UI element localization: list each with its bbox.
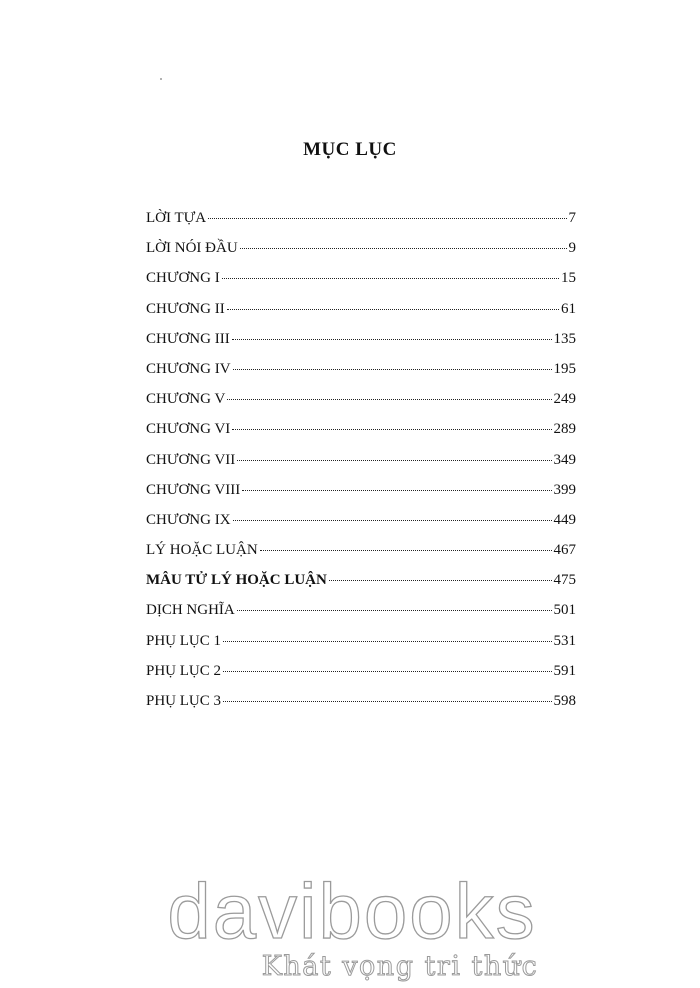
toc-label: PHỤ LỤC 3 <box>146 693 222 709</box>
toc-label: DỊCH NGHĨA <box>146 602 235 619</box>
toc-label: CHƯƠNG IX <box>146 511 231 528</box>
toc-page-number: 531 <box>553 632 576 649</box>
watermark-tagline: Khát vọng tri thức <box>261 951 539 982</box>
toc-page-number: 195 <box>553 360 576 377</box>
toc-page-number: 289 <box>553 421 576 438</box>
toc-label: LÝ HOẶC LUẬN <box>146 542 258 559</box>
toc-label: MÂU TỬ LÝ HOẶC LUẬN <box>146 572 327 589</box>
toc-page-number: 9 <box>568 240 576 257</box>
toc-label: CHƯƠNG I <box>146 270 220 287</box>
toc-label: CHƯƠNG VIII <box>146 481 241 498</box>
toc-label: CHƯƠNG VI <box>146 421 231 438</box>
toc-page-number: 591 <box>553 662 576 679</box>
toc-page-number: 501 <box>553 602 576 619</box>
toc-label: CHƯƠNG III <box>146 330 230 347</box>
toc-page-number: 135 <box>553 330 576 347</box>
toc-page-number: 249 <box>553 391 576 408</box>
toc-label: LỜI NÓI ĐẦU <box>146 240 238 257</box>
toc-page-number: 7 <box>568 210 576 226</box>
toc-label: LỜI TỰA <box>146 210 207 226</box>
toc-page-number: 61 <box>561 300 576 317</box>
toc-label: PHỤ LỤC 1 <box>146 632 222 649</box>
toc-page-number: 467 <box>553 542 576 559</box>
toc-label: CHƯƠNG V <box>146 391 226 408</box>
toc-page-number: 15 <box>561 270 576 287</box>
toc-label: CHƯƠNG II <box>146 300 225 317</box>
toc-page-number: 349 <box>553 451 576 468</box>
page-title: MỤC LỤC <box>303 138 397 160</box>
toc-label: PHỤ LỤC 2 <box>146 662 222 679</box>
toc-page-number: 598 <box>553 693 576 709</box>
toc-label: CHƯƠNG IV <box>146 360 231 377</box>
toc-page-number: 475 <box>553 572 576 589</box>
toc-page-number: 399 <box>553 481 576 498</box>
toc-page-number: 449 <box>553 511 576 528</box>
watermark-brand: davibooks <box>167 867 537 955</box>
toc-label: CHƯƠNG VII <box>146 451 236 468</box>
